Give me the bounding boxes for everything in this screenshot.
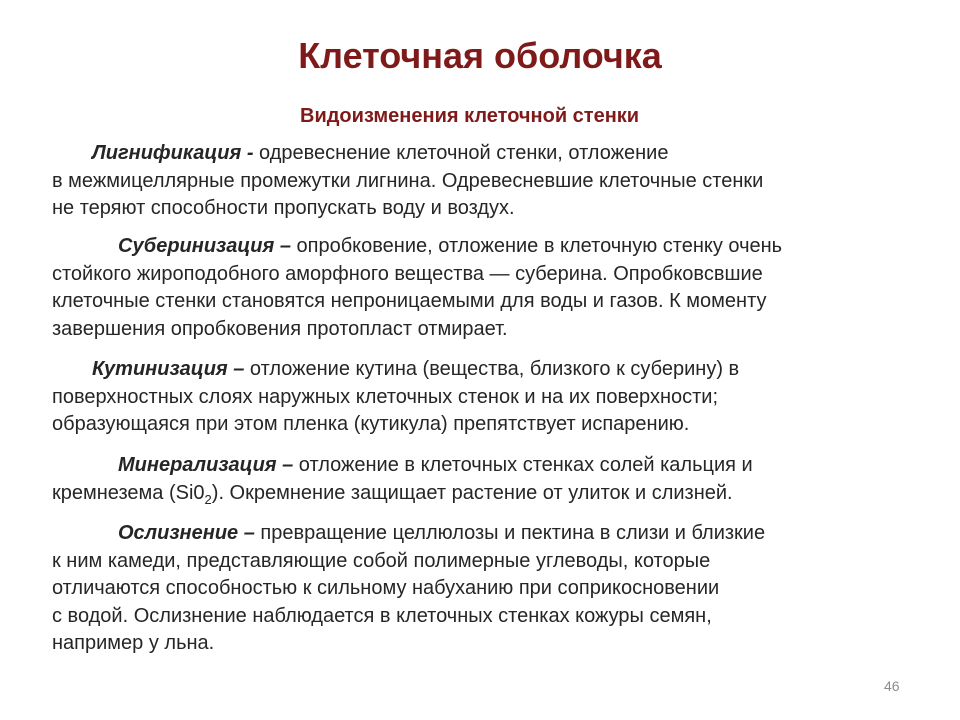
paragraph-text: поверхностных слоях наружных клеточных стенок и на их поверхности;	[52, 385, 718, 408]
paragraph-text: отличаются способностью к сильному набуханию при соприкосновении	[52, 577, 720, 599]
term-cutinization: Кутинизация –	[92, 358, 245, 380]
slide-subtitle: Видоизменения клеточной стенки	[300, 105, 640, 127]
slide-title: Клеточная оболочка	[298, 35, 662, 76]
paragraph-mucilaginization	[52, 520, 922, 658]
term-lignification: Лигнификация -	[92, 142, 254, 164]
paragraph-text: опробковение, отложение в клеточную стенку очень	[290, 235, 783, 257]
paragraph-text: с водой. Ослизнение наблюдается в клеточных стенках кожуры семян,	[52, 604, 712, 627]
term-mucilaginization: Ослизнение –	[118, 522, 255, 544]
paragraph-lignification	[52, 140, 922, 223]
paragraph-text: ). Окремнение защищает растение от улиток и слизней.	[211, 481, 733, 504]
paragraph-suberinization	[52, 233, 922, 343]
paragraph-text: завершения опробковения протопласт отмирает.	[52, 317, 508, 340]
paragraph-text: например у льна.	[52, 632, 215, 654]
paragraph-text: превращение целлюлозы и пектина в слизи и близкие	[254, 522, 766, 544]
subscript-2: 2	[204, 491, 212, 507]
paragraph-text: кремнезема (Si0	[52, 481, 205, 504]
paragraph-text: не теряют способности пропускать воду и воздух.	[52, 197, 515, 219]
paragraph-text: клеточные стенки становятся непроницаемыми для воды и газов. К моменту	[52, 290, 767, 312]
term-mineralization: Минерализация –	[118, 454, 294, 476]
paragraph-text: стойкого жироподобного аморфного вещества — суберина. Опробковсвшие	[52, 262, 763, 285]
paragraph-text: к ним камеди, представляющие собой полимерные углеводы, которые	[52, 549, 711, 572]
paragraph-cutinization	[52, 356, 922, 439]
paragraph-text: образующаяся при этом пленка (кутикула) препятствует испарению.	[52, 413, 690, 435]
paragraph-text: в межмицеллярные промежутки лигнина. Одревесневшие клеточные стенки	[52, 169, 764, 192]
term-suberinization: Суберинизация –	[118, 235, 291, 257]
page-number: 46	[884, 678, 900, 694]
paragraph-text: отложение в клеточных стенках солей кальция и	[293, 454, 753, 476]
paragraph-text: одревеснение клеточной стенки, отложение	[253, 142, 669, 164]
paragraph-mineralization	[52, 452, 922, 507]
paragraph-text: отложение кутина (вещества, близкого к суберину) в	[244, 358, 740, 380]
